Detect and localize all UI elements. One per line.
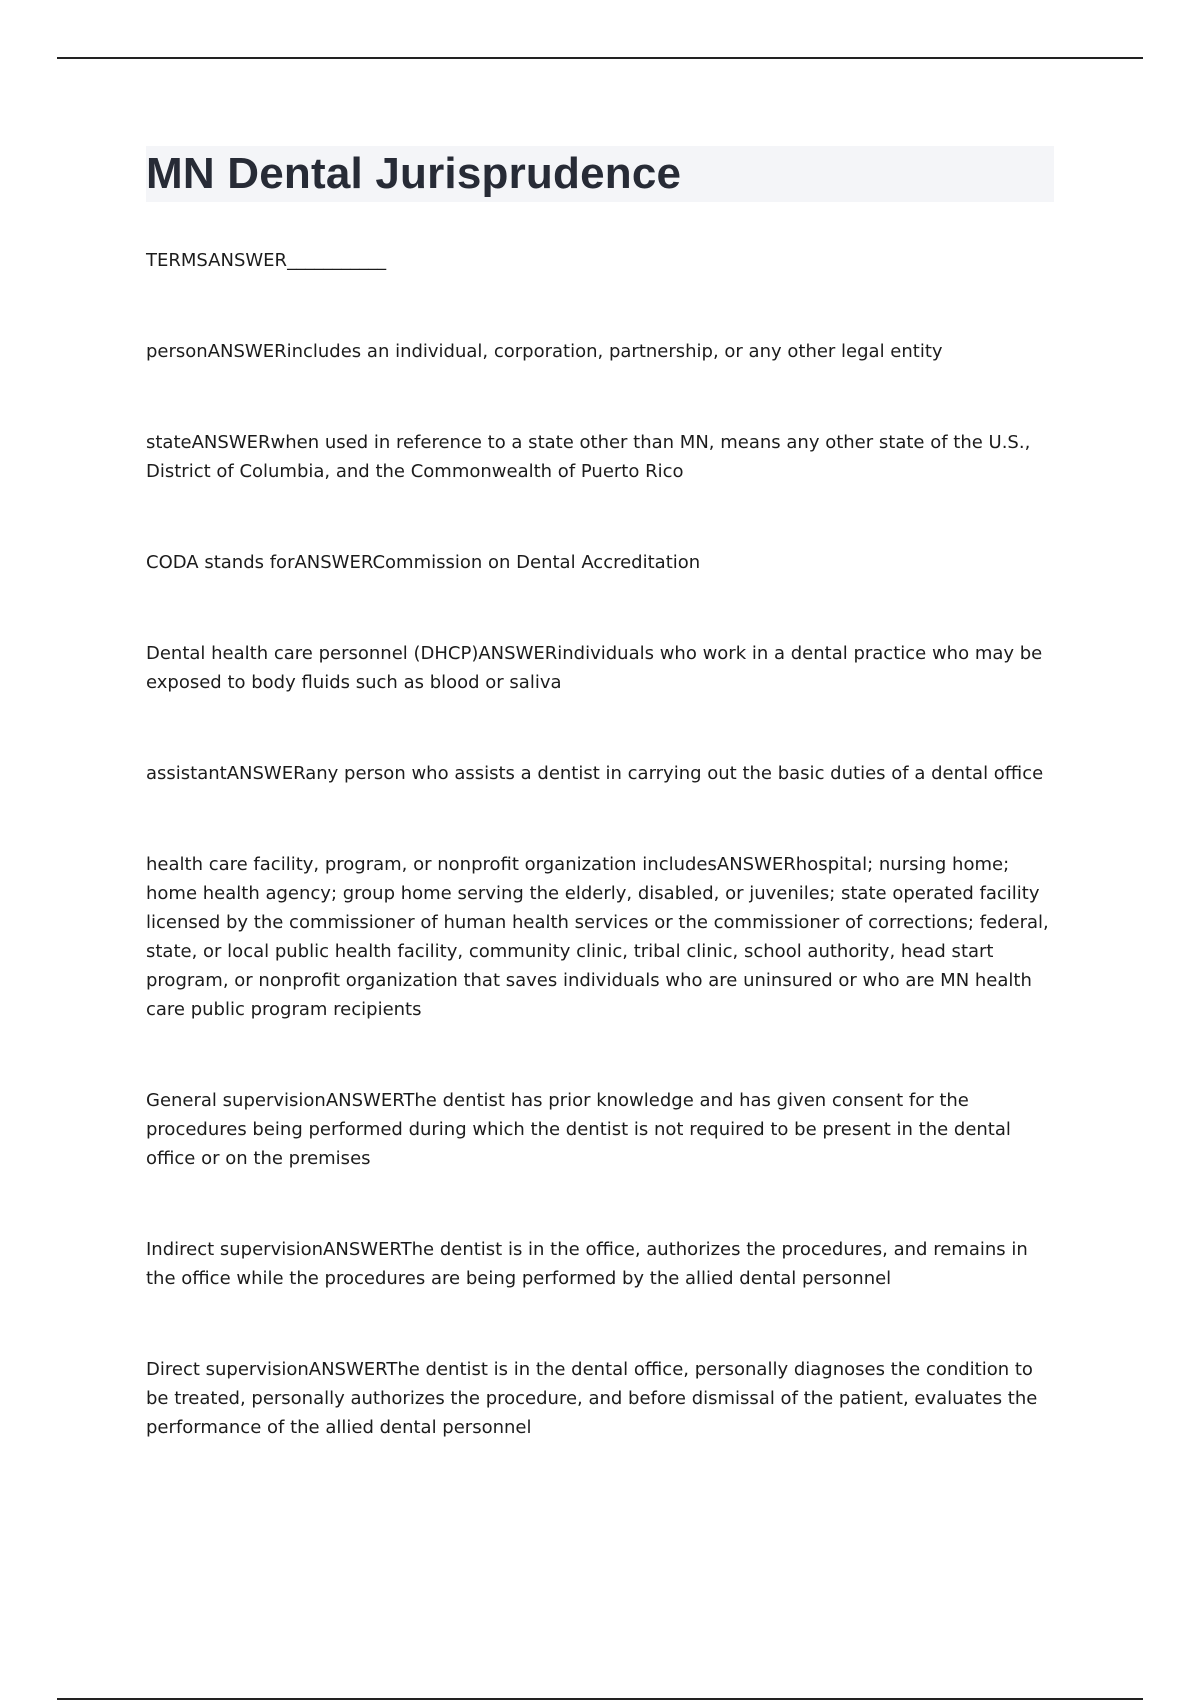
entry-definition: Commission on Dental Accreditation — [372, 552, 701, 573]
entry-term: CODA stands for — [146, 552, 295, 573]
page-content — [146, 146, 1054, 1504]
entry-separator: ANSWER — [207, 341, 287, 362]
entry-term: Direct supervision — [146, 1359, 309, 1380]
entry-direct-supervision — [146, 1355, 1054, 1442]
top-rule — [57, 57, 1143, 59]
entry-term: Indirect supervision — [146, 1239, 324, 1260]
entry-definition: The dentist is in the dental office, personally diagnoses the condition to be treated, personally authorizes the procedure, and before dismissal of the patient, evaluates the performance of the allied dental personnel — [146, 1359, 1038, 1438]
entry-term: General supervision — [146, 1090, 326, 1111]
entry-definition: ___________ — [287, 250, 387, 271]
entry-term: health care facility, program, or nonprofit organization includes — [146, 854, 717, 875]
entry-list — [146, 246, 1054, 1442]
entry-assistant — [146, 759, 1054, 788]
entry-dhcp — [146, 639, 1054, 697]
entry-separator: ANSWER — [226, 763, 306, 784]
entry-term: Dental health care personnel (DHCP) — [146, 643, 479, 664]
entry-indirect-supervision — [146, 1235, 1054, 1293]
entry-separator: ANSWER — [716, 854, 796, 875]
entry-coda — [146, 548, 1054, 577]
entry-person — [146, 337, 1054, 366]
entry-separator: ANSWER — [191, 432, 271, 453]
entry-separator: ANSWER — [323, 1239, 401, 1260]
entry-general-supervision — [146, 1086, 1054, 1173]
entry-separator: ANSWER — [325, 1090, 404, 1111]
entry-state — [146, 428, 1054, 486]
entry-health-care-facility — [146, 850, 1054, 1024]
entry-separator: ANSWER — [308, 1359, 387, 1380]
entry-term: TERMS — [146, 250, 209, 271]
entry-separator: ANSWER — [208, 250, 288, 271]
entry-definition: individuals who work in a dental practice who may be exposed to body fluids such as blood or saliva — [146, 643, 1043, 693]
entry-separator: ANSWER — [478, 643, 558, 664]
entry-term: person — [146, 341, 208, 362]
entry-definition: The dentist is in the office, authorizes the procedures, and remains in the office while the procedures are being performed by the allied dental personnel — [146, 1239, 1028, 1289]
entry-definition: hospital; nursing home; home health agency; group home serving the elderly, disabled, or juveniles; state operated facility licensed by the commissioner of human health services or the commissioner of corrections; federal, state, or local public health facility, community clinic, tribal clinic, school authority, head start program, or nonprofit organization that saves individuals who are uninsured or who are MN health care public program recipients — [146, 854, 1049, 1020]
page-title: MN Dental Jurisprudence — [146, 149, 682, 198]
entry-definition: The dentist has prior knowledge and has given consent for the procedures being performed during which the dentist is not required to be present in the dental office or on the premises — [146, 1090, 1011, 1169]
entry-terms — [146, 246, 1054, 275]
entry-definition: any person who assists a dentist in carrying out the basic duties of a dental office — [305, 763, 1044, 784]
entry-definition: when used in reference to a state other than MN, means any other state of the U.S., District of Columbia, and the Commonwealth of Puerto Rico — [146, 432, 1031, 482]
title-band — [146, 146, 1054, 202]
entry-term: state — [146, 432, 192, 453]
entry-term: assistant — [146, 763, 227, 784]
entry-separator: ANSWER — [294, 552, 373, 573]
entry-definition: includes an individual, corporation, partnership, or any other legal entity — [286, 341, 943, 362]
